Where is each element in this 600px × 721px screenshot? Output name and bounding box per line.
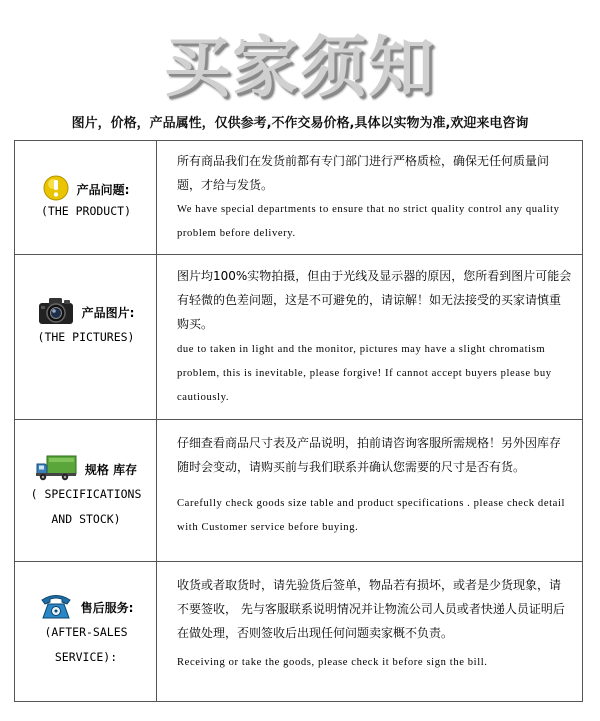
camera-icon (38, 296, 74, 329)
section-after-sales-title: 售后服务: (80, 601, 134, 615)
section-after-sales-title-en-2: SERVICE): (54, 650, 118, 664)
warning-icon (43, 175, 69, 204)
section-product-title: 产品问题: (76, 183, 130, 197)
page-title: 买家须知 (164, 29, 436, 106)
section-specifications-title: 规格 库存 (84, 463, 138, 477)
section-specifications-title-en-1: ( SPECIFICATIONS (30, 487, 142, 501)
telephone-icon (39, 591, 73, 624)
section-pictures-text-en: due to taken in light and the monitor, pictures may have a slight chromatism problem, this is inevitable, please forgive! If cannot accept buyers please buy cautiously. (177, 344, 552, 403)
truck-icon (35, 454, 77, 485)
section-after-sales-header (15, 561, 157, 701)
section-product (15, 141, 582, 255)
section-pictures-header (15, 254, 157, 419)
section-after-sales-text-zh: 收货或者取货时，请先验货后签单，物品若有损坏，或者是少货现象，请不要签收， 先与客服联系说明情况并让物流公司人员或者快递人员证明后在做处理，否则签收后出现任何问题卖家概不负责。 (177, 578, 565, 640)
notice-table (14, 140, 583, 702)
section-pictures-title: 产品图片: (81, 306, 135, 320)
section-product-header (15, 141, 157, 254)
page-subtitle: 图片，价格，产品属性，仅供参考,不作交易价格,具体以实物为准,欢迎来电咨询 (71, 116, 529, 131)
section-after-sales (15, 561, 582, 701)
section-product-text-en: We have special departments to ensure that no strict quality control any quality problem before delivery. (177, 204, 560, 239)
section-product-text-zh: 所有商品我们在发货前都有专门部门进行严格质检，确保无任何质量问题，才给与发货。 (177, 154, 550, 192)
section-pictures (15, 254, 582, 420)
section-after-sales-title-en-1: (AFTER-SALES (44, 625, 128, 639)
section-specifications (15, 419, 582, 562)
section-specifications-text-zh: 仔细查看商品尺寸表及产品说明，拍前请咨询客服所需规格！另外因库存随时会变动，请购买前与我们联系并确认您需要的尺寸是否有货。 (177, 436, 562, 474)
section-after-sales-text-en: Receiving or take the goods, please check it before sign the bill. (177, 657, 488, 668)
section-pictures-title-en: (THE PICTURES) (37, 330, 135, 344)
section-specifications-title-en-2: AND STOCK) (51, 512, 121, 526)
section-specifications-header (15, 419, 157, 561)
section-specifications-text-en: Carefully check goods size table and product specifications . please check detail with Customer service before buying. (177, 498, 566, 533)
section-pictures-text-zh: 图片均100%实物拍摄，但由于光线及显示器的原因，您所看到图片可能会有轻微的色差问题，这是不可避免的，请谅解！如无法接受的买家请慎重购买。 (177, 269, 572, 331)
section-product-title-en: (THE PRODUCT) (40, 204, 131, 218)
